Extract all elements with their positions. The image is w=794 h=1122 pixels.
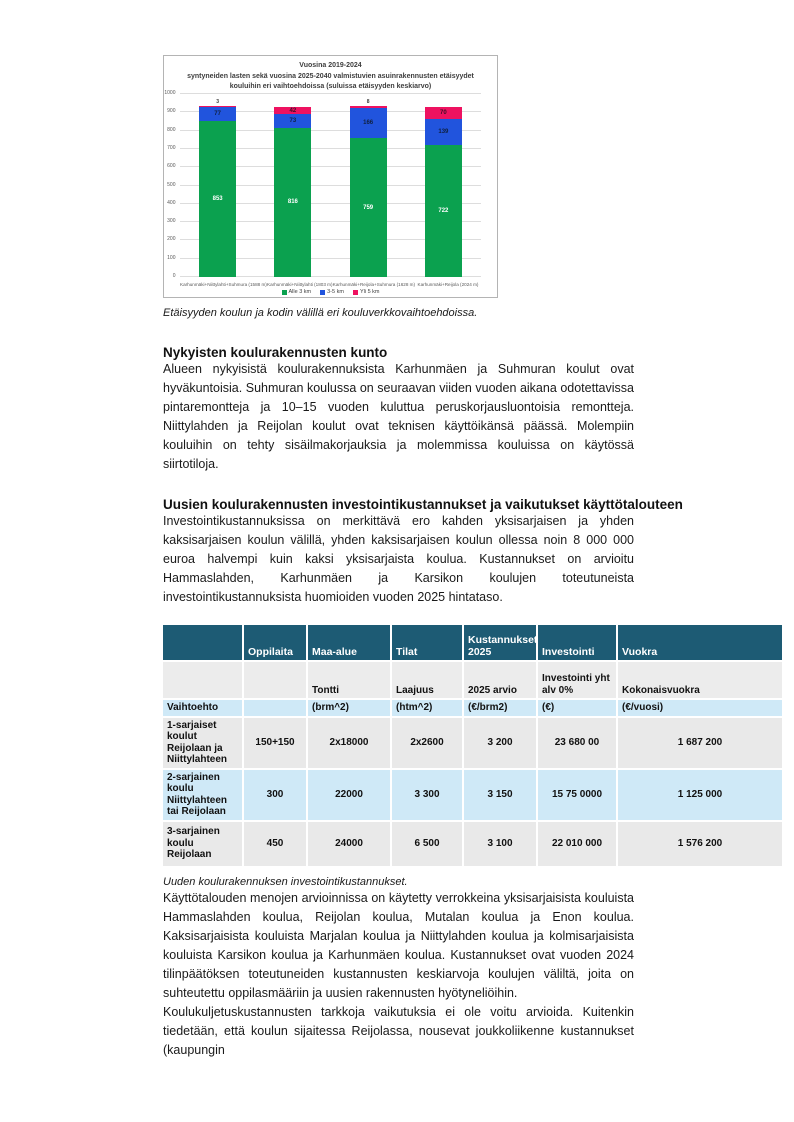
legend-swatch-icon <box>320 290 325 295</box>
table-subheader-row <box>163 662 782 698</box>
bar-value-label: 8 <box>366 99 370 106</box>
bar-group <box>180 94 481 277</box>
heading-investment-costs: Uusien koulurakennusten investointikustannukset ja vaikutukset käyttötalouteen <box>163 497 683 512</box>
y-axis-tick-label: 500 <box>167 181 176 188</box>
bar-value-label: 73 <box>289 118 297 125</box>
bar-segment-yli-5-km <box>274 107 311 115</box>
paragraph-operating-costs: Käyttötalouden menojen arvioinnissa on käytetty verrokkeina yksisarjaisista kouluista Hammaslahden koulua, Reijolan koulua, Mutalan koulua ja Enon koulua. Kaksisarjaisista kouluista Marjalan koulua ja Niittylahden koulua ja kolmisarjaisista kouluista Karsikon koulua ja Karhunmäen koulua. Kustannukset ovat vuoden 2024 tilinpäätöksen toteutuneiden kustannusten keskiarvoja koulujen väliltä, joita on suhteutettu oppilasmääriin ja uusien rakennusten hyötyneliöihin. <box>163 890 634 1000</box>
table-header-cell: Oppilaita <box>244 625 306 660</box>
y-axis-tick-label: 400 <box>167 199 176 206</box>
table-cell: 3 200 <box>464 718 536 768</box>
legend-item <box>353 289 380 295</box>
table-cell: 2x2600 <box>392 718 462 768</box>
table-cell: 3 100 <box>464 822 536 866</box>
bar-segment-3-5-km <box>350 108 387 138</box>
table-cell: 1 687 200 <box>618 718 782 768</box>
x-axis-category-label: Karhunmäki+Reijola (2024 m) <box>417 282 479 287</box>
table-row <box>163 822 782 866</box>
bar-segment-3-5-km <box>274 114 311 127</box>
bar-segment-3-5-km <box>425 119 462 144</box>
paragraph-transport-costs: Koulukuljetuskustannusten tarkkoja vaikutuksia ei ole voitu arvioida. Kuitenkin tiedetään, että koulun sijaitessa Reijolassa, nousevat joukkoliikenne kustannukset (kaupungin <box>163 1004 634 1057</box>
bar-segment-alle-3-km <box>199 121 236 277</box>
table-cell: 3 300 <box>392 770 462 820</box>
table-cell: 1 576 200 <box>618 822 782 866</box>
table-header-cell: Kustannukset 2025 <box>464 625 536 660</box>
bar-stack <box>199 99 236 277</box>
table-cell: 15 75 0000 <box>538 770 616 820</box>
chart-legend <box>164 289 497 295</box>
bar-stack <box>350 99 387 277</box>
chart-plot-area <box>164 90 481 279</box>
table-row <box>163 770 782 820</box>
table-cell: 22000 <box>308 770 390 820</box>
table-cell: 300 <box>244 770 306 820</box>
table-header-cell: Laajuus <box>392 662 462 698</box>
table-header-cell: Vaihtoehto <box>163 700 242 716</box>
y-axis-tick-label: 100 <box>167 254 176 261</box>
bar-stack <box>425 107 462 277</box>
table-cell: 3 150 <box>464 770 536 820</box>
table-header-row <box>163 625 782 660</box>
table-header-cell: Investointi <box>538 625 616 660</box>
row-label-cell: 3-sarjainen koulu Reijolaan <box>163 822 242 866</box>
table-cell: 6 500 <box>392 822 462 866</box>
distance-chart-figure <box>163 55 498 298</box>
table-header-cell <box>244 700 306 716</box>
y-axis-tick-label: 600 <box>167 163 176 170</box>
table-header-cell: 2025 arvio <box>464 662 536 698</box>
table-header-cell <box>163 625 242 660</box>
legend-item <box>320 289 344 295</box>
legend-swatch-icon <box>282 290 287 295</box>
bar-value-label: 166 <box>363 119 374 126</box>
table-cell: 1 125 000 <box>618 770 782 820</box>
document-page <box>163 0 794 1060</box>
y-axis-tick-label: 300 <box>167 218 176 225</box>
legend-label: Alle 3 km <box>288 289 312 295</box>
table-header-cell <box>163 662 242 698</box>
legend-label: 3-5 km <box>327 289 344 295</box>
table-header-cell: (brm^2) <box>308 700 390 716</box>
x-axis-labels <box>180 282 481 287</box>
y-axis-tick-label: 1000 <box>164 90 176 96</box>
x-axis-category-label: Karhunmäki+Niittylahti (1803 m) <box>267 282 333 287</box>
bar-value-label: 3 <box>216 99 220 106</box>
x-axis-category-label: Karhunmäki+Niittylahti+Suhmura (1588 m) <box>180 282 267 287</box>
table-row <box>163 718 782 768</box>
table-header-cell: (€/brm2) <box>464 700 536 716</box>
legend-swatch-icon <box>353 290 358 295</box>
chart-title-line: Vuosina 2019-2024 <box>299 62 362 69</box>
chart-title-line: kouluihin eri vaihtoehdoissa (suluissa etäisyyden keskiarvo) <box>229 83 432 90</box>
bar-value-label: 42 <box>289 107 297 114</box>
table-cell: 450 <box>244 822 306 866</box>
y-axis-tick-label: 0 <box>172 273 176 279</box>
bar-value-label: 816 <box>287 199 298 206</box>
legend-item <box>282 289 312 295</box>
table-cell: 150+150 <box>244 718 306 768</box>
heading-school-condition: Nykyisten koulurakennusten kunto <box>163 345 388 360</box>
table-cell: 2x18000 <box>308 718 390 768</box>
x-axis-category-label: Karhunmäki+Reijola+Suhmura (1628 m) <box>332 282 416 287</box>
table-cell: 24000 <box>308 822 390 866</box>
figure-caption: Etäisyyden koulun ja kodin välillä eri kouluverkkovaihtoehdoissa. <box>163 307 478 319</box>
bar-value-label: 70 <box>440 110 447 117</box>
chart-title-line: syntyneiden lasten sekä vuosina 2025-2040 valmistuvien asuinrakennusten etäisyydet <box>187 72 474 80</box>
bar-value-label: 139 <box>438 129 449 136</box>
table-header-cell: Maa-alue <box>308 625 390 660</box>
investment-cost-table <box>161 623 784 868</box>
table-units-row <box>163 700 782 716</box>
y-axis-tick-label: 800 <box>167 126 176 133</box>
table-header-cell: (€/vuosi) <box>618 700 782 716</box>
table-cell: 22 010 000 <box>538 822 616 866</box>
table-header-cell: (htm^2) <box>392 700 462 716</box>
bar-value-label: 853 <box>212 195 223 202</box>
bar-segment-yli-5-km <box>425 107 462 120</box>
bar-segment-alle-3-km <box>425 145 462 277</box>
table-header-cell: (€) <box>538 700 616 716</box>
chart-title <box>164 56 497 93</box>
table-cell: 23 680 00 <box>538 718 616 768</box>
bar-segment-3-5-km <box>199 107 236 121</box>
bar-value-label: 722 <box>438 207 449 214</box>
y-axis-tick-label: 900 <box>167 108 176 115</box>
table-header-cell: Kokonaisvuokra <box>618 662 782 698</box>
paragraph-investment-costs: Investointikustannuksissa on merkittävä ero kahden yksisarjaisen ja yhden kaksisarjaisen koulun välillä, yhden kaksisarjaisen koulun ollessa noin 8 000 000 euroa halvempi kuin kaksi yksisarjaista koulua. Kustannukset on arvioitu Hammaslahden, Karhunmäen ja Karsikon koulujen toteutuneista investointikustannuksista huomioiden vuoden 2025 hintataso. <box>163 514 634 604</box>
legend-label: Yli 5 km <box>359 289 380 295</box>
y-axis-tick-label: 700 <box>167 144 176 151</box>
y-axis-tick-label: 200 <box>167 236 176 243</box>
bar-segment-alle-3-km <box>274 128 311 277</box>
table-caption: Uuden koulurakennuksen investointikustannukset. <box>163 875 408 888</box>
table-header-cell <box>244 662 306 698</box>
table-header-cell: Tilat <box>392 625 462 660</box>
bar-segment-yli-5-km <box>199 99 236 107</box>
table-header-cell: Vuokra <box>618 625 782 660</box>
paragraph-school-condition: Alueen nykyisistä koulurakennuksista Karhunmäen ja Suhmuran koulut ovat hyväkuntoisia. Suhmuran koulussa on seuraavan viiden vuoden aikana odotettavissa pintaremontteja ja 10–15 vuoden kuluttua peruskorjausluontoisia remontteja. Niittylahden ja Reijolan koulut ovat teknisen käyttöikänsä päässä. Molempiin kouluihin on tehty sisäilmakorjauksia ja molemmissa kouluissa on käytössä siirtotiloja. <box>163 362 634 471</box>
bar-stack <box>274 107 311 277</box>
bar-segment-yli-5-km <box>350 99 387 107</box>
bar-value-label: 77 <box>214 110 221 117</box>
bar-segment-alle-3-km <box>350 138 387 277</box>
row-label-cell: 2-sarjainen koulu Niittylahteen tai Reijolaan <box>163 770 242 820</box>
row-label-cell: 1-sarjaiset koulut Reijolaan ja Niittylahteen <box>163 718 242 768</box>
table-header-cell: Tontti <box>308 662 390 698</box>
bar-value-label: 759 <box>363 204 374 211</box>
table-header-cell: Investointi yht alv 0% <box>538 662 616 698</box>
